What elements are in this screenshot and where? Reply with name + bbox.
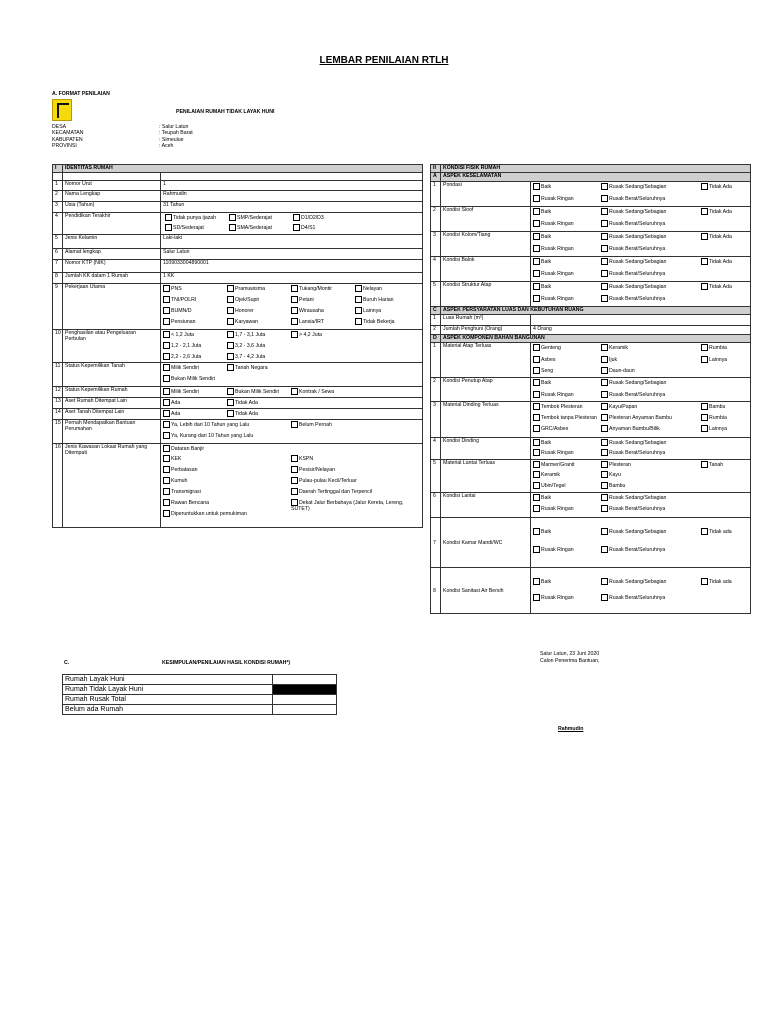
conclusion-mark[interactable]: [273, 675, 337, 685]
checkbox-option[interactable]: Rawan Bencana: [163, 499, 209, 507]
kawasan-options: [161, 444, 423, 528]
conclusion-letter: C.: [64, 660, 70, 666]
nomor-urut-value[interactable]: 1: [161, 181, 423, 191]
checkbox-option[interactable]: Rusak Berat/Seluruhnya: [601, 295, 665, 303]
checkbox-option[interactable]: Rusak Sedang/Sebagian: [601, 283, 666, 291]
checkbox-option[interactable]: Dekat Jalur Berbahaya (Jalur Kereta, Lereng, SUTET): [291, 499, 404, 512]
checkbox-option[interactable]: Rusak Ringan: [533, 391, 574, 399]
checkbox-option[interactable]: Tidak ada: [701, 578, 732, 586]
checkbox-option[interactable]: Transmigrasi: [163, 488, 201, 496]
checkbox-option[interactable]: Rusak Berat/Seluruhnya: [601, 391, 665, 399]
checkbox-option[interactable]: Wirausaha: [291, 307, 324, 315]
checkbox-option[interactable]: Rusak Sedang/Sebagian: [601, 258, 666, 266]
struktur-atap-options: [531, 282, 751, 307]
checkbox-option[interactable]: Rusak Ringan: [533, 594, 574, 602]
kondisi-fisik-table: II KONDISI FISIK RUMAH A ASPEK KESELAMATAN 1 Pondasi Baik Rusak Sedang/Sebagian Tidak Ada Rusak Ringan Rusak Berat/Seluruhnya 2 Kondisi Sloof Baik Rusak Sedang/Sebagian Tidak Ada Rusak Ringan Rusak Berat/Seluruhnya 3 Kondisi Kolom/Tiang Baik Rusak Sedang/Sebagian Tidak Ada Rusak Ringan Rusak Berat/Seluruhnya 4 Kondisi Balok Baik Rusak Sedang/Sebagian Tidak Ada Rusak Ringan Rusak Berat/Seluruhnya 5 Kondisi Struktur Atap Baik Rusak Sedang/Sebagian Tidak Ada Rusak Ringan Rusak Berat/Seluruhnya C ASPEK PERSYARATAN LUAS DAN KEBUTUHAN RUANG 1 Luas Rumah (m²) 2 Jumlah Penghuni (Orang) 4 Orang D ASPEK KOMPONEN BAHAN BANGUNAN 1 Material Atap Terluas Genteng Keramik Rumbia Asbes Ijuk Lainnya Seng Daun-daun 2 Kondisi Penutup Atap Baik Rusak Sedang/Sebagian Rusak Ringan Rusak Berat/Seluruhnya 3 Material Dinding Terluas Tembok Plesteran Kayu/Papan Bambu Tembok tanpa Plesteran Plesteran Anyaman Bambu Rumbia GRC/Asbes Anyaman Bambu/Bilik Lainnya 4 Kondisi Dinding Baik Rusak Sedang/Sebagian Rusak Ringan Rusak Berat/Seluruhnya 5 Material Lantai Terluas Marmer/Granit Plesteran Tanah Keramik Kayu Ubin/Tegel Bambu 6 Kondisi Lantai Baik Rusak Sedang/Sebagian Rusak Ringan Rusak Berat/Seluruhnya 7 Kondisi Kamar Mandi/WC Baik Rusak Sedang/Sebagian Tidak ada Rusak Ringan Rusak Berat/Seluruhnya 8 Kondisi Sanitasi Air Bersih Baik Rusak Sedang/Sebagian Tidak ada Rusak Ringan Rusak Berat/Seluruhnya: [430, 164, 751, 614]
checkbox-option[interactable]: Pramuwisma: [227, 285, 265, 293]
checkbox-option[interactable]: Seng: [533, 367, 553, 375]
checkbox-option[interactable]: Kayu: [601, 471, 621, 479]
location-row: KABUPATEN : Simeulue: [52, 136, 184, 143]
checkbox-option[interactable]: Rusak Sedang/Sebagian: [601, 528, 666, 536]
checkbox-option[interactable]: Baik: [533, 283, 551, 291]
checkbox-option[interactable]: < 1,2 Juta: [163, 331, 194, 339]
conclusion-table: [62, 674, 337, 715]
checkbox-option[interactable]: KEK: [163, 455, 181, 463]
checkbox-option[interactable]: Bambu: [601, 482, 625, 490]
location-row: KECAMATAN : Teupah Barat: [52, 130, 193, 137]
checkbox-option[interactable]: Rusak Berat/Seluruhnya: [601, 245, 665, 253]
checkbox-option[interactable]: Ada: [163, 410, 180, 418]
checkbox-option[interactable]: Diperuntukkan untuk pemukiman: [163, 510, 247, 518]
checkbox-option[interactable]: Rusak Sedang/Sebagian: [601, 578, 666, 586]
checkbox-option[interactable]: Tanah: [701, 461, 723, 469]
conclusion-mark[interactable]: [273, 695, 337, 705]
checkbox-option[interactable]: Tidak Ada: [701, 233, 732, 241]
checkbox-option[interactable]: Rusak Berat/Seluruhnya: [601, 594, 665, 602]
sloof-options: [531, 207, 751, 232]
status-tanah-options: [161, 363, 423, 387]
conclusion-title: KESIMPULAN/PENILAIAN HASIL KONDISI RUMAH*): [162, 660, 291, 666]
checkbox-option[interactable]: SMA/Sederajat: [229, 224, 272, 232]
checkbox-option[interactable]: GRC/Asbes: [533, 425, 568, 433]
checkbox-option[interactable]: Lainnya: [701, 356, 727, 364]
checkbox-option[interactable]: Tidak Ada: [701, 183, 732, 191]
page-title: LEMBAR PENILAIAN RTLH: [319, 55, 449, 66]
checkbox-option[interactable]: Baik: [533, 494, 551, 502]
checkbox-option[interactable]: Rusak Ringan: [533, 505, 574, 513]
checkbox-option[interactable]: Kontrak / Sewa: [291, 388, 334, 396]
jumlah-penghuni-value[interactable]: 4 Orang: [531, 326, 751, 335]
checkbox-option[interactable]: Rusak Berat/Seluruhnya: [601, 270, 665, 278]
form-subtitle: PENILAIAN RUMAH TIDAK LAYAK HUNI: [176, 109, 275, 115]
checkbox-option[interactable]: Lansia/IRT: [291, 318, 324, 326]
checkbox-option[interactable]: Baik: [533, 258, 551, 266]
checkbox-option[interactable]: Buruh Harian: [355, 296, 394, 304]
pendidikan-options: [161, 213, 423, 235]
checkbox-option[interactable]: Lainnya: [701, 425, 727, 433]
checkbox-option[interactable]: Rusak Sedang/Sebagian: [601, 439, 666, 447]
checkbox-option[interactable]: Tukang/Montir: [291, 285, 332, 293]
checkbox-option[interactable]: TNI/POLRI: [163, 296, 196, 304]
checkbox-option[interactable]: SMP/Sederajat: [229, 214, 272, 222]
checkbox-option[interactable]: Rusak Sedang/Sebagian: [601, 494, 666, 502]
checkbox-option[interactable]: Anyaman Bambu/Bilik: [601, 425, 660, 433]
checkbox-option[interactable]: Tidak Ada: [701, 258, 732, 266]
jenis-kelamin-value[interactable]: Laki-laki: [161, 235, 423, 249]
checkbox-option[interactable]: Petani: [291, 296, 314, 304]
pekerjaan-options: [161, 284, 423, 330]
signature-name: Rahmudin: [558, 726, 584, 732]
checkbox-option[interactable]: Baik: [533, 379, 551, 387]
checkbox-option[interactable]: Pulau-pulau Kecil/Terluar: [291, 477, 357, 485]
checkbox-option[interactable]: BUMN/D: [163, 307, 191, 315]
lantai-options: [531, 493, 751, 518]
checkbox-option[interactable]: Rusak Berat/Seluruhnya: [601, 220, 665, 228]
balok-options: [531, 257, 751, 282]
checkbox-option[interactable]: Ya, Kurang dari 10 Tahun yang Lalu: [163, 432, 253, 440]
kamar-mandi-options: [531, 518, 751, 568]
checkbox-option[interactable]: Plesteran: [601, 461, 631, 469]
aset-rumah-options: [161, 398, 423, 409]
checkbox-option[interactable]: Asbes: [533, 356, 555, 364]
checkbox-option[interactable]: Rusak Sedang/Sebagian: [601, 379, 666, 387]
pondasi-options: [531, 182, 751, 207]
checkbox-option[interactable]: Ada: [163, 399, 180, 407]
kolom-options: [531, 232, 751, 257]
checkbox-option[interactable]: Dataran Banjir: [163, 445, 204, 453]
checkbox-option[interactable]: Lainnya: [355, 307, 381, 315]
signature-place-date: Salur Latun, 23 Juni 2020: [540, 651, 600, 657]
checkbox-option[interactable]: Ojek/Supir: [227, 296, 259, 304]
checkbox-option[interactable]: 3,7 - 4,2 Juta: [227, 353, 265, 361]
location-row: PROVINSI : Aceh: [52, 142, 174, 149]
identitas-table: I IDENTITAS RUMAH 1 Nomor Urut 1 2 Nama Lengkap Rahmudin 3 Usia (Tahun) 31 Tahun 4 Pendidikan Terakhir Tidak punya ijazah SMP/Sederajat D1/D2/D3 SD/Sederajat SMA/Sederajat D4/S1 5 Jenis Kelamin Laki-laki 6 Alamat lengkap Salur Latun 7 Nomor KTP (NIK) 1109033004890001 8 Jumlah KK dalam 1 Rumah 1 KK 9 Pekerjaan Utama PNS Pramuwisma Tukang/Montir Nelayan TNI/POLRI Ojek/Supir Petani Buruh Harian BUMN/D Honorer Wirausaha Lainnya Pensiunan Karyawan Lansia/IRT Tidak Bekerja 10 Penghasilan atau Pengeluaran Perbulan < 1,2 Juta 1,7 - 3,1 Juta > 4,2 Juta 1,2 - 2,1 Juta 3,2 - 3,6 Juta 2,2 - 2,6 Juta 3,7 - 4,2 Juta 11 Status Kepemilikan Tanah Milik Sendiri Tanah Negara Bukan Milik Sendiri 12 Status Kepemilikan Rumah Milik Sendiri Bukan Milik Sendiri Kontrak / Sewa 13 Aset Rumah Ditempat Lain Ada Tidak Ada 14 Aset Tanah Ditempat Lain Ada Tidak Ada 15 Pernah Mendapatkan Bantuan Perumahan Ya, Lebih dari 10 Tahun yang Lalu Belum Pernah Ya, Kurang dari 10 Tahun yang Lalu 16 Jenis Kawasan Lokasi Rumah yang Ditempati Dataran Banjir KEK KSPN Perbatasan Pesisir/Nelayan Kumuh Pulau-pulau Kecil/Terluar Transmigrasi Daerah Tertinggal dan Terpencil Rawan Bencana Dekat Jalur Berbahaya (Jalur Kereta, Lereng, SUTET) Diperuntukkan untuk pemukiman: [52, 164, 423, 528]
checkbox-option[interactable]: Milik Sendiri: [163, 388, 199, 396]
checkbox-option[interactable]: Rusak Berat/Seluruhnya: [601, 449, 665, 457]
luas-rumah-value[interactable]: [531, 315, 751, 326]
conclusion-option-label: Belum ada Rumah: [63, 705, 273, 715]
material-lantai-options: [531, 460, 751, 493]
checkbox-option[interactable]: Rusak Berat/Seluruhnya: [601, 195, 665, 203]
checkbox-option[interactable]: Rusak Ringan: [533, 245, 574, 253]
nama-lengkap-value[interactable]: Rahmudin: [161, 191, 423, 202]
bantuan-options: [161, 420, 423, 444]
checkbox-option[interactable]: Plesteran Anyaman Bambu: [601, 414, 672, 422]
checkbox-option[interactable]: Tanah Negara: [227, 364, 268, 372]
checkbox-option[interactable]: Baik: [533, 528, 551, 536]
checkbox-option[interactable]: Belum Pernah: [291, 421, 332, 429]
conclusion-mark-selected[interactable]: [273, 685, 337, 695]
penghasilan-options: [161, 330, 423, 363]
signature-role: Calon Penerima Bantuan,: [540, 658, 600, 664]
material-dinding-options: [531, 402, 751, 438]
checkbox-option[interactable]: Tidak Ada: [701, 208, 732, 216]
checkbox-option[interactable]: Rumbia: [701, 344, 727, 352]
checkbox-option[interactable]: Ya, Lebih dari 10 Tahun yang Lalu: [163, 421, 249, 429]
checkbox-option[interactable]: Rusak Sedang/Sebagian: [601, 233, 666, 241]
dinding-options: [531, 438, 751, 460]
aset-tanah-options: [161, 409, 423, 420]
checkbox-option[interactable]: Bukan Milik Sendiri: [163, 375, 215, 383]
checkbox-option[interactable]: Rumbia: [701, 414, 727, 422]
checkbox-option[interactable]: Rusak Sedang/Sebagian: [601, 208, 666, 216]
checkbox-option[interactable]: Bambu: [701, 403, 725, 411]
location-block: [52, 124, 193, 149]
checkbox-option[interactable]: Daerah Tertinggal dan Terpencil: [291, 488, 372, 496]
checkbox-option[interactable]: Keramik: [533, 471, 560, 479]
checkbox-option[interactable]: Nelayan: [355, 285, 382, 293]
checkbox-option[interactable]: Tidak Ada: [701, 283, 732, 291]
checkbox-option[interactable]: Baik: [533, 233, 551, 241]
section-a-label: A. FORMAT PENILAIAN: [52, 91, 110, 97]
checkbox-option[interactable]: KSPN: [291, 455, 313, 463]
checkbox-option[interactable]: D4/S1: [293, 224, 315, 232]
checkbox-option[interactable]: > 4,2 Juta: [291, 331, 322, 339]
checkbox-option[interactable]: Kayu/Papan: [601, 403, 637, 411]
checkbox-option[interactable]: Daun-daun: [601, 367, 635, 375]
checkbox-option[interactable]: Tidak ada: [701, 528, 732, 536]
checkbox-option[interactable]: 2,2 - 2,6 Juta: [163, 353, 201, 361]
checkbox-option[interactable]: Kumuh: [163, 477, 187, 485]
checkbox-option[interactable]: Milik Sendiri: [163, 364, 199, 372]
checkbox-option[interactable]: Tidak Ada: [227, 410, 258, 418]
checkbox-option[interactable]: Karyawan: [227, 318, 258, 326]
checkbox-option[interactable]: Genteng: [533, 344, 561, 352]
conclusion-option-label: Rumah Layak Huni: [63, 675, 273, 685]
usia-value[interactable]: 31 Tahun: [161, 202, 423, 213]
checkbox-option[interactable]: Marmer/Granit: [533, 461, 574, 469]
nik-value[interactable]: 1109033004890001: [161, 260, 423, 273]
location-row: DESA : Salur Latun: [52, 124, 189, 130]
checkbox-option[interactable]: Bukan Milik Sendiri: [227, 388, 279, 396]
checkbox-option[interactable]: Pesisir/Nelayan: [291, 466, 335, 474]
checkbox-option[interactable]: Rusak Berat/Seluruhnya: [601, 546, 665, 554]
checkbox-option[interactable]: Rusak Berat/Seluruhnya: [601, 505, 665, 513]
alamat-value[interactable]: Salur Latun: [161, 249, 423, 260]
checkbox-option[interactable]: Keramik: [601, 344, 628, 352]
checkbox-option[interactable]: 1,2 - 2,1 Juta: [163, 342, 201, 350]
conclusion-option-label: Rumah Tidak Layak Huni: [63, 685, 273, 695]
checkbox-option[interactable]: 1,7 - 3,1 Juta: [227, 331, 265, 339]
checkbox-option[interactable]: Rusak Ringan: [533, 270, 574, 278]
checkbox-option[interactable]: 3,2 - 3,6 Juta: [227, 342, 265, 350]
checkbox-option[interactable]: Tidak Ada: [227, 399, 258, 407]
checkbox-option[interactable]: Baik: [533, 439, 551, 447]
penutup-atap-options: [531, 378, 751, 402]
checkbox-option[interactable]: Baik: [533, 183, 551, 191]
checkbox-option[interactable]: Rusak Ringan: [533, 449, 574, 457]
checkbox-option[interactable]: PNS: [163, 285, 182, 293]
checkbox-option[interactable]: Tidak punya ijazah: [165, 214, 216, 222]
checkbox-option[interactable]: Rusak Ringan: [533, 295, 574, 303]
checkbox-option[interactable]: Tembok Plesteran: [533, 403, 583, 411]
conclusion-option-label: Rumah Rusak Total: [63, 695, 273, 705]
checkbox-option[interactable]: Baik: [533, 578, 551, 586]
checkbox-option[interactable]: Rusak Ringan: [533, 546, 574, 554]
ministry-logo: [52, 99, 72, 121]
checkbox-option[interactable]: Rusak Sedang/Sebagian: [601, 183, 666, 191]
material-atap-options: [531, 343, 751, 378]
checkbox-option[interactable]: Perbatasan: [163, 466, 198, 474]
checkbox-option[interactable]: Baik: [533, 208, 551, 216]
checkbox-option[interactable]: Tembok tanpa Plesteran: [533, 414, 597, 422]
checkbox-option[interactable]: Ijuk: [601, 356, 617, 364]
conclusion-mark[interactable]: [273, 705, 337, 715]
checkbox-option[interactable]: Ubin/Tegel: [533, 482, 566, 490]
checkbox-option[interactable]: Honorer: [227, 307, 254, 315]
checkbox-option[interactable]: Rusak Ringan: [533, 195, 574, 203]
jumlah-kk-value[interactable]: 1 KK: [161, 273, 423, 284]
checkbox-option[interactable]: SD/Sederajat: [165, 224, 204, 232]
checkbox-option[interactable]: Rusak Ringan: [533, 220, 574, 228]
checkbox-option[interactable]: D1/D2/D3: [293, 214, 324, 222]
checkbox-option[interactable]: Pensiunan: [163, 318, 196, 326]
sanitasi-options: [531, 568, 751, 614]
status-rumah-options: [161, 387, 423, 398]
checkbox-option[interactable]: Tidak Bekerja: [355, 318, 395, 326]
